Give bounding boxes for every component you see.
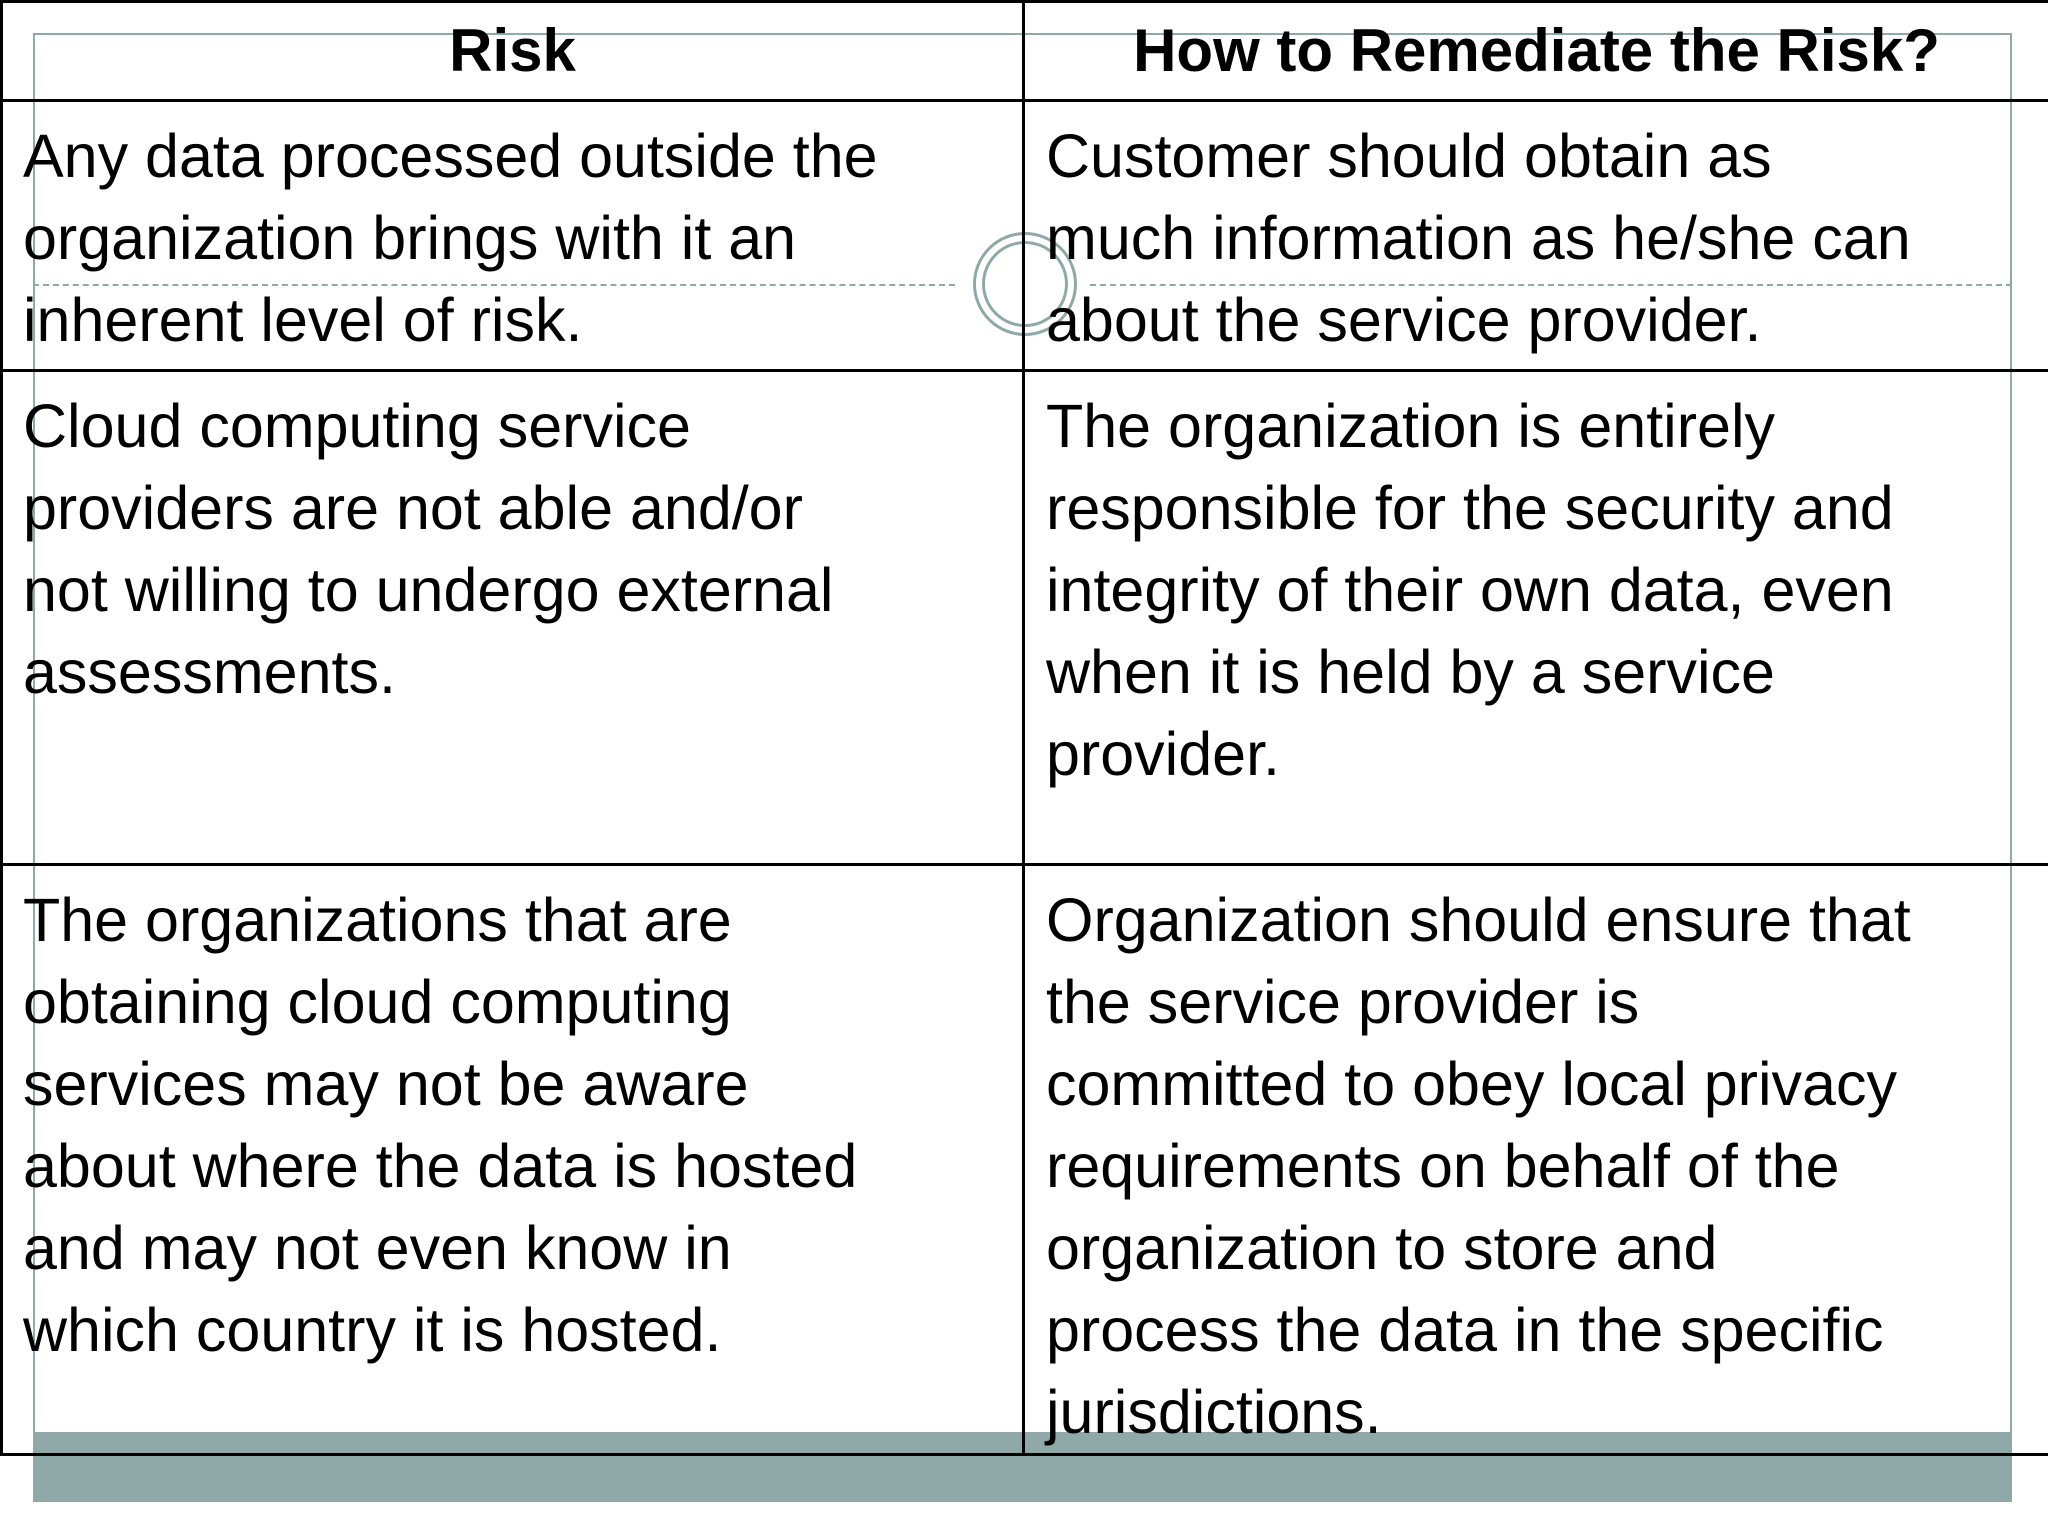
remediation-text: Organization should ensure that the service provider is committed to obey local privacy requirements on behalf of the organization to store and process the data in the specific jurisdictions. xyxy=(1046,886,1911,1446)
header-risk: Risk xyxy=(2,2,1024,101)
header-remediation: How to Remediate the Risk? xyxy=(1024,2,2048,101)
table-row xyxy=(2,865,2048,1455)
risk-text: Any data processed outside the organization brings with it an inherent level of risk. xyxy=(23,122,878,354)
remediation-cell xyxy=(1024,865,2048,1455)
risk-cell xyxy=(2,865,1024,1455)
remediation-cell xyxy=(1024,101,2048,371)
remediation-text: Customer should obtain as much information as he/she can about the service provider. xyxy=(1046,122,1911,354)
table-row xyxy=(2,101,2048,371)
risk-cell xyxy=(2,101,1024,371)
remediation-text: The organization is entirely responsible for the security and integrity of their own data, even when it is held by a service provider. xyxy=(1046,392,1894,788)
risk-text: The organizations that are obtaining cloud computing services may not be aware about where the data is hosted and may not even know in which country it is hosted. xyxy=(23,886,858,1364)
table-header-row xyxy=(2,2,2048,101)
remediation-cell xyxy=(1024,371,2048,865)
risk-text: Cloud computing service providers are not able and/or not willing to undergo external assessments. xyxy=(23,392,834,706)
table-row xyxy=(2,371,2048,865)
risk-cell xyxy=(2,371,1024,865)
